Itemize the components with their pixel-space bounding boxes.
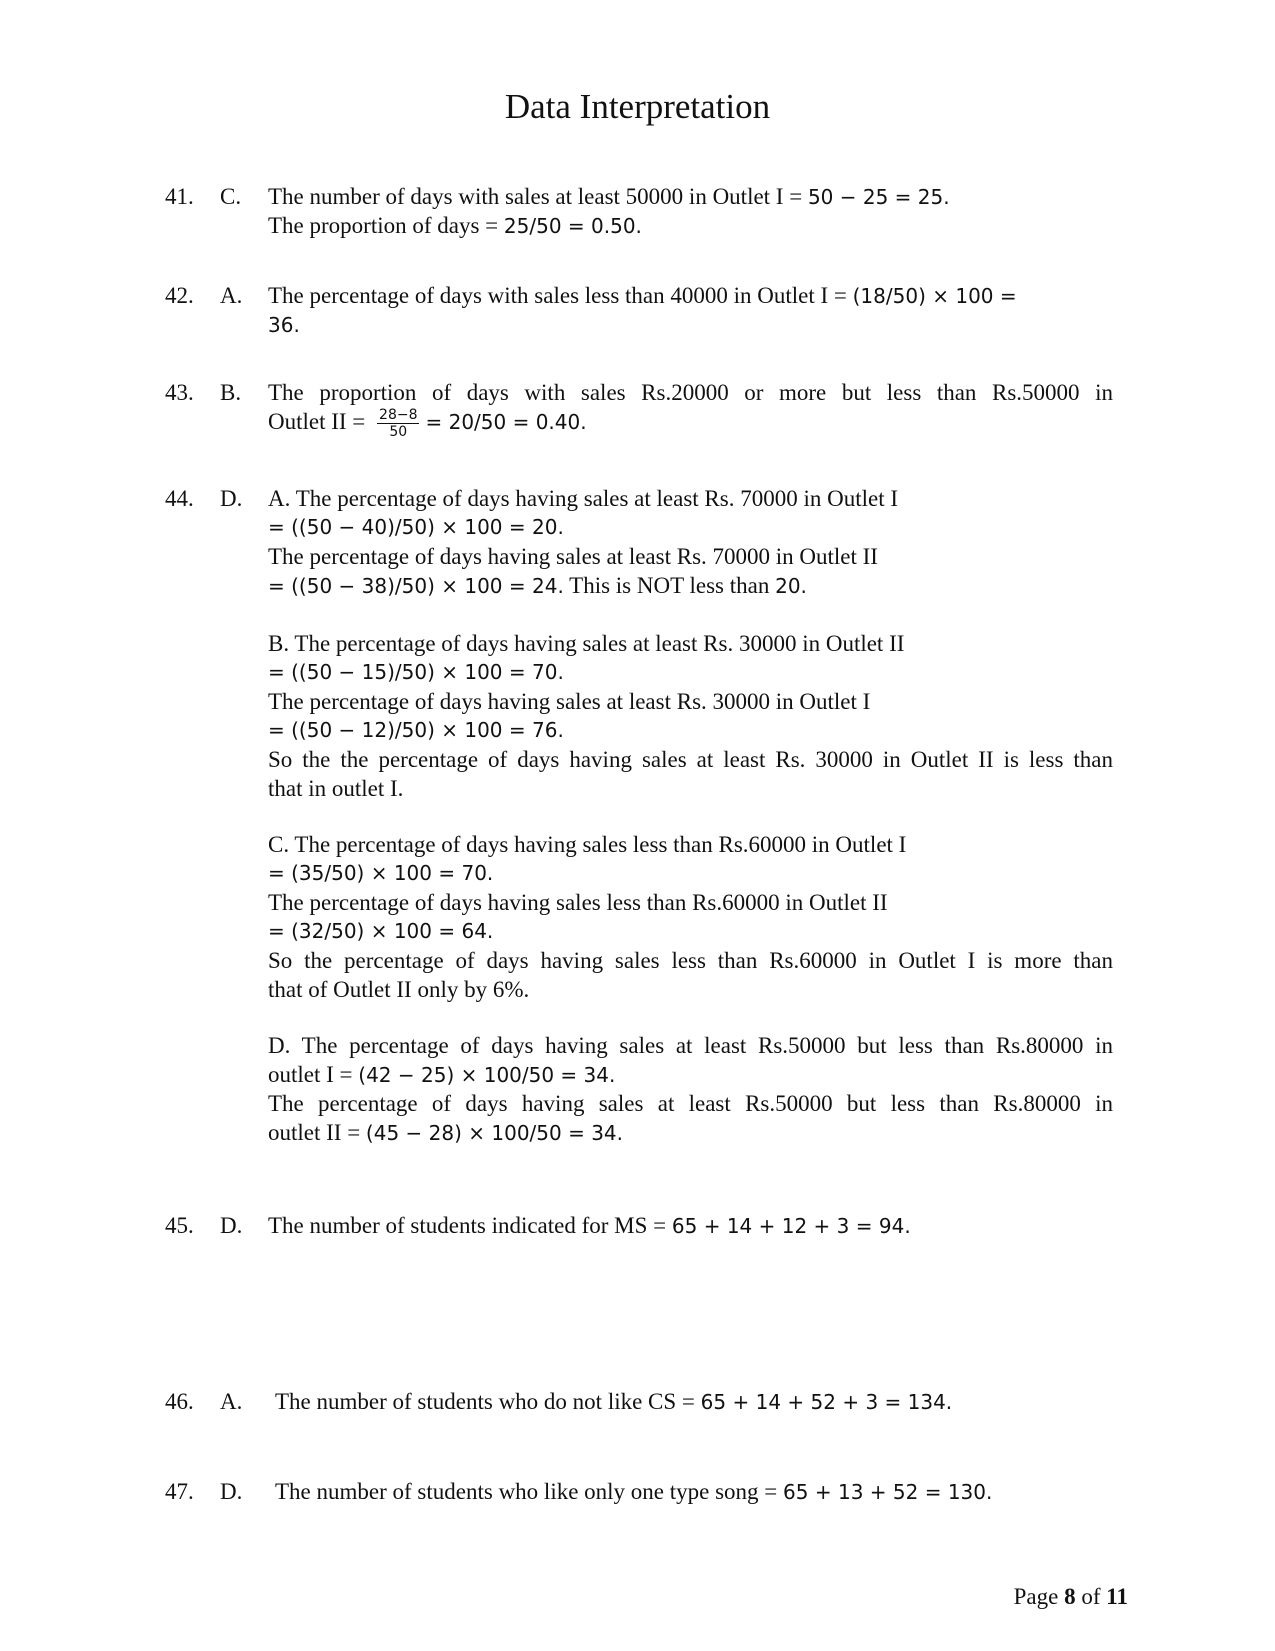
answer-letter: A.	[220, 1389, 243, 1414]
solution	[268, 281, 1113, 339]
answer-letter: A.	[220, 283, 243, 308]
solution	[268, 182, 1113, 240]
math-expression: = ((50 − 12)/50) × 100 = 76.	[268, 718, 564, 742]
solution-text: The percentage of days having sales less than Rs.60000 in Outlet II	[268, 890, 888, 915]
page-title: Data Interpretation	[504, 87, 771, 126]
math-expression: (42 − 25) × 100/50 = 34.	[358, 1063, 616, 1087]
fraction-denominator: 50	[389, 424, 408, 441]
math-expression: = (35/50) × 100 = 70.	[268, 861, 494, 885]
solution-text: The proportion of days with sales Rs.20000 or more but less than Rs.50000 in	[268, 380, 1113, 405]
math-expression: 65 + 14 + 52 + 3 = 134.	[700, 1390, 953, 1414]
math-expression: = ((50 − 38)/50) × 100 = 24.	[268, 574, 564, 598]
solution-text: The number of students who do not like CS =	[275, 1389, 701, 1414]
math-expression: = ((50 − 40)/50) × 100 = 20.	[268, 515, 564, 539]
total-pages-number: 11	[1106, 1584, 1128, 1609]
question-number: 47.	[165, 1479, 194, 1504]
question-number: 42.	[165, 283, 194, 308]
question-number: 44.	[165, 486, 194, 511]
math-expression: 25/50 = 0.50.	[503, 214, 642, 238]
question-number: 45.	[165, 1213, 194, 1238]
math-expression: = 20/50 = 0.40.	[425, 410, 587, 434]
solution	[275, 1477, 1120, 1506]
solution	[268, 1211, 1113, 1240]
solution-text: outlet II =	[268, 1120, 366, 1145]
math-expression: 65 + 13 + 52 = 130.	[783, 1480, 993, 1504]
option-a-text: A. The percentage of days having sales at least Rs. 70000 in Outlet I	[268, 486, 898, 511]
solution	[268, 484, 1113, 1147]
option-d-text: D. The percentage of days having sales at least Rs.50000 but less than Rs.80000 in	[268, 1033, 1113, 1058]
math-expression: = ((50 − 15)/50) × 100 = 70.	[268, 660, 564, 684]
solution-text: The percentage of days with sales less than 40000 in Outlet I =	[268, 283, 853, 308]
solution-text: that of Outlet II only by 6%.	[268, 977, 530, 1002]
fraction	[377, 407, 419, 440]
answer-letter: C.	[220, 184, 242, 209]
math-expression: (18/50) × 100 =	[852, 284, 1017, 308]
solution-text: The proportion of days =	[268, 213, 504, 238]
solution-text: The percentage of days having sales at least Rs. 70000 in Outlet II	[268, 544, 878, 569]
option-b-text: B. The percentage of days having sales at least Rs. 30000 in Outlet II	[268, 631, 905, 656]
page-label: Page	[1013, 1584, 1065, 1609]
question-number: 46.	[165, 1389, 194, 1414]
solution	[268, 378, 1113, 447]
solution-text: outlet I =	[268, 1062, 359, 1087]
math-expression: 36.	[268, 313, 300, 337]
of-label: of	[1075, 1584, 1107, 1609]
math-expression: 20.	[775, 574, 807, 598]
fraction-numerator: 28−8	[379, 407, 418, 424]
math-expression: (45 − 28) × 100/50 = 34.	[365, 1121, 624, 1145]
question-number: 41.	[165, 184, 194, 209]
solution-text: The percentage of days having sales at least Rs.50000 but less than Rs.80000 in	[268, 1091, 1113, 1116]
solution	[275, 1387, 1120, 1416]
solution-text: This is NOT less than	[563, 573, 776, 598]
math-expression: 50 − 25 = 25.	[807, 185, 950, 209]
question-number: 43.	[165, 380, 194, 405]
option-c-text: C. The percentage of days having sales less than Rs.60000 in Outlet I	[268, 832, 907, 857]
solution-text: that in outlet I.	[268, 776, 404, 801]
current-page-number: 8	[1064, 1584, 1076, 1609]
solution-text: Outlet II =	[268, 409, 366, 434]
solution-text: The number of days with sales at least 50000 in Outlet I =	[268, 184, 808, 209]
answer-letter: D.	[220, 486, 243, 511]
answer-letter: D.	[220, 1479, 243, 1504]
math-expression: = (32/50) × 100 = 64.	[268, 919, 494, 943]
solution-text: The number of students indicated for MS =	[268, 1213, 672, 1238]
answer-letter: D.	[220, 1213, 243, 1238]
solution-text: So the the percentage of days having sales at least Rs. 30000 in Outlet II is less than	[268, 747, 1113, 772]
page-footer	[1014, 1582, 1128, 1611]
solution-text: So the percentage of days having sales less than Rs.60000 in Outlet I is more than	[268, 948, 1113, 973]
solution-text: The number of students who like only one type song =	[275, 1479, 784, 1504]
math-expression: 65 + 14 + 12 + 3 = 94.	[671, 1214, 911, 1238]
answer-letter: B.	[220, 380, 242, 405]
solution-text: The percentage of days having sales at least Rs. 30000 in Outlet I	[268, 689, 871, 714]
